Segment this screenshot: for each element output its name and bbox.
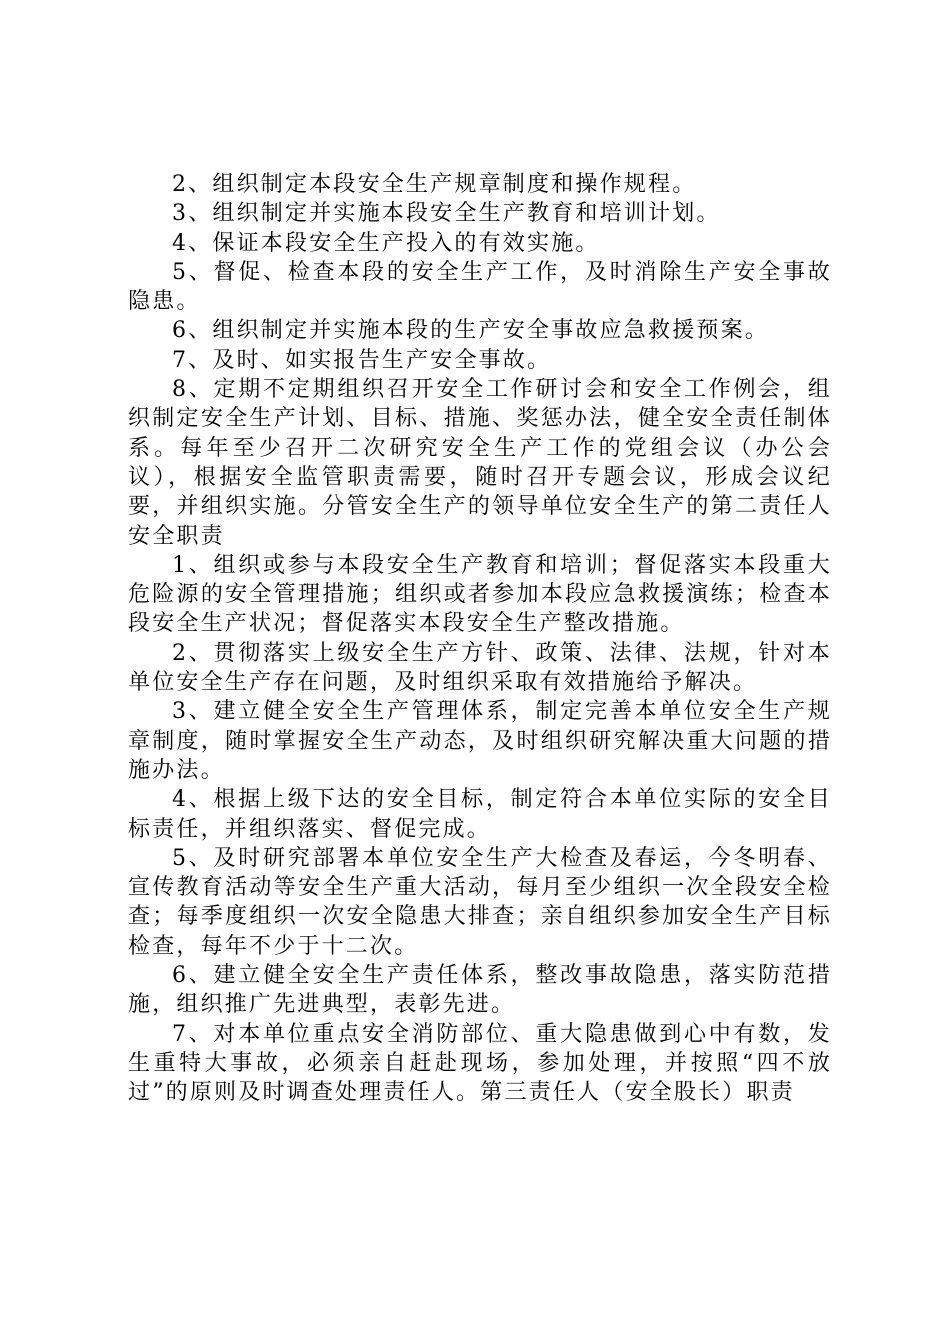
paragraph-item-7: 7、及时、如实报告生产安全事故。 [172,347,552,373]
paragraph-second-7: 7、对本单位重点安全消防部位、重大隐患做到心中有数，发生重特大事故，必须亲自赶赴现场，参加处理，并按照“四不放过”的原则及时调查处理责任人。第三责任人（安全股长）职责 [128,1021,832,1106]
paragraph-item-8: 8、定期不定期组织召开安全工作研讨会和安全工作例会，组织制定安全生产计划、目标、措施、奖惩办法，健全安全责任制体系。每年至少召开二次研究安全生产工作的党组会议（办公会议），根据安全监管职责需要，随时召开专题会议，形成会议纪要，并组织实施。分管安全生产的领导单位安全生产的第二责任人安全职责 [128,377,832,549]
paragraph-second-3: 3、建立健全安全生产管理体系，制定完善本单位安全生产规章制度，随时掌握安全生产动态，及时组织研究解决重大问题的措施办法。 [128,699,832,783]
paragraph-item-6: 6、组织制定并实施本段的生产安全事故应急救援预案。 [172,318,769,344]
paragraph-second-5: 5、及时研究部署本单位安全生产大检查及春运，今冬明春、宣传教育活动等安全生产重大活动，每月至少组织一次全段安全检查；每季度组织一次安全隐患大排查；亲自组织参加安全生产目标检查，每年不少于十二次。 [128,845,832,959]
paragraph-second-4: 4、根据上级下达的安全目标，制定符合本单位实际的安全目标责任，并组织落实、督促完成。 [128,787,832,842]
paragraph-second-2: 2、贯彻落实上级安全生产方针、政策、法律、法规，针对本单位安全生产存在问题，及时组织采取有效措施给予解决。 [128,640,832,696]
paragraph-second-1: 1、组织或参与本段安全生产教育和培训；督促落实本段重大危险源的安全管理措施；组织或者参加本段应急救援演练；检查本段安全生产状况；督促落实本段安全生产整改措施。 [128,552,832,637]
paragraph-item-5: 5、督促、检查本段的安全生产工作，及时消除生产安全事故隐患。 [128,259,832,315]
document-body [128,170,832,1108]
paragraph-item-4: 4、保证本段安全生产投入的有效实施。 [172,230,600,256]
paragraph-item-3: 3、组织制定并实施本段安全生产教育和培训计划。 [172,201,721,227]
paragraph-second-6: 6、建立健全安全生产责任体系，整改事故隐患，落实防范措施，组织推广先进典型，表彰先进。 [128,963,832,1018]
paragraph-item-2: 2、组织制定本段安全生产规章制度和操作规程。 [172,172,697,197]
